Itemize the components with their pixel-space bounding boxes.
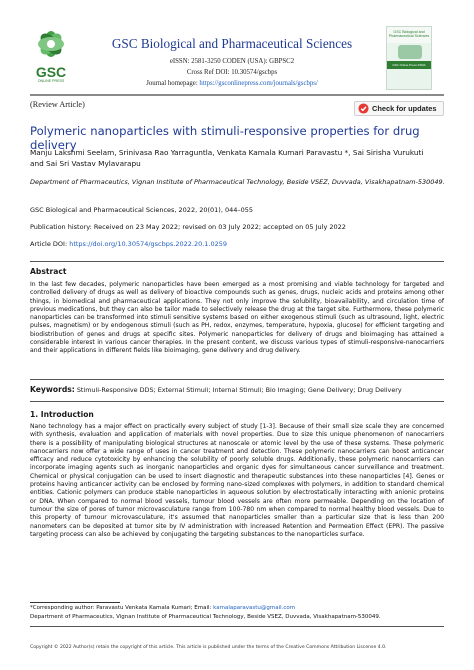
authors-line-2: and Sai Sri Vastav Mylavarapu: [30, 159, 141, 168]
homepage-line: [84, 80, 380, 87]
check-updates-label: Check for updates: [372, 104, 437, 113]
crossref-line: Cross Ref DOI: 10.30574/gscbps: [186, 69, 278, 76]
copyright-divider: [30, 626, 444, 627]
article-title: Polymeric nanoparticles with stimuli-responsive properties for drug delivery: [30, 124, 420, 152]
cover-title: GSC Biological and Pharmaceutical Sciences: [387, 27, 431, 43]
doi-line: [30, 240, 227, 248]
gsc-logo-icon: [30, 26, 72, 62]
abstract-divider-top: [30, 261, 444, 262]
keywords-divider: [30, 401, 444, 402]
header-divider: [30, 94, 444, 96]
issn-line: eISSN: 2581-3250 CODEN (USA): GBPSC2: [169, 58, 295, 65]
check-updates-icon: [358, 103, 369, 114]
publication-history: Publication history: Received on 23 May 2022; revised on 03 July 2022; accepted on 05 July 2022: [30, 223, 346, 231]
journal-title: GSC Biological and Pharmaceutical Sciences: [111, 36, 353, 51]
copyright: Copyright © 2022 Author(s) retain the copyright of this article. This article is published under the terms of the Creative Commons Attribution Liscense 4.0.: [30, 645, 387, 650]
abstract-heading: Abstract: [30, 267, 67, 276]
logo-subtext: ONLINE PRESS: [37, 79, 65, 83]
keywords-text: Stimuli-Responsive DDS; External Stimuli; Internal Stimuli; Bio Imaging; Gene Delivery; Drug Delivery: [74, 386, 402, 394]
article-type: (Review Article): [30, 100, 85, 109]
cover-image: [398, 45, 422, 59]
email-link[interactable]: kamalaparavastu@gmail.com: [213, 605, 296, 611]
corresponding-author: [30, 605, 450, 611]
cover-band: [387, 61, 431, 69]
author-list: [30, 147, 450, 169]
check-updates-button[interactable]: [354, 101, 444, 116]
abstract-text: In the last few decades, polymeric nanoparticles have been emerged as a most promising and viable technology for targeted and controlled delivery of drugs as well as delivery of bioactive compounds such as genes, drugs, nucleic acids and proteins among other things, in biomedical and pharmaceutical applications. They not only improve the solubility, bioavailability, and circulation time of previous medications, but they can also be tailor made to selectively release the drug at the target site. Furthermore, these polymeric nanoparticles can be transformed into stimuli sensitive systems based on either exogenous stimuli (such as ultrasound, light, electric pulses, magnetism) or by endogenous stimuli (such as PH, redox, enzymes, temperature, hypoxia, glucose) for efficient targeting and biodistribution of genes and drugs at specific sites. Polymeric nanoparticles for delivery of drugs and bioimaging has attained a considerable interest in various cancer therapies. In the present content, we discuss various types of stimuli-responsive-nanocarriers and their applications in different fields like bioimaging, gene delivery and drug delivery.: [30, 281, 444, 355]
abstract-divider-bottom: [30, 379, 444, 380]
doi-label: Article DOI:: [30, 240, 70, 248]
corresponding-author-text: *Corresponding author: Paravastu Venkata Kamala Kumari; Email:: [30, 605, 214, 611]
gsc-logo: [30, 26, 72, 83]
authors-line-1: Manju Lakshmi Seelam, Srinivasa Rao Yarraguntla, Venkata Kamala Kumari Paravastu *, Sai Sirisha Vurukuti: [30, 148, 424, 157]
keywords: [30, 385, 444, 394]
homepage-label: Journal homepage:: [146, 80, 200, 87]
doi-link[interactable]: https://doi.org/10.30574/gscbps.2022.20.1.0259: [69, 240, 228, 248]
journal-cover-thumbnail: [386, 26, 432, 90]
introduction-text: Nano technology has a major effect on practically every subject of study [1-3]. Because of their small size scale they are concerned with synthesis, evaluation and application of materials with novel properties. Due to size this unique phenomenon of nanocarriers there is a possibility of manipulating biological structures at nanoscale or atomic level by the use of these systems. These polymeric nanocarriers now offer a wide range of uses in cancer treatment and detection. These polymeric nanocarriers can boost anticancer efficacy and reduce cytotoxicity by enhancing the solubility of poorly soluble drugs. Additionally, these polymeric nanocarriers can incorporate imaging agents such as inorganic nanoparticles and organic dyes for simultaneous cancer surveillance and treatment. Chemical or physical conjugation can be used to insert diagnostic and therapeutic substances into these nanoparticles [4]. Genes or proteins having anticancer activity can be enclosed by forming nano-sized complexes with polymers, in addition to standard chemical entities. Cationic polymers can produce stable nanoparticles in aqueous solution by electrostatically interacting with anionic proteins or DNA. When compared to normal blood vessels, tumour blood vessels are often more permeable. Depending on the location of tumour the size of pores of tumor microvasculature range from 100-780 nm when compared to normal healthy blood vessels. Due to this property of tumour microvasculature, it's assumed that nanoparticles smaller than a particular size that is less than 200 nanometers can be deposited at tumor site by IV administration with increased Retention and Permeation Effect (EPR). The passive targeting process can also be achieved by conjugating the targeting substances to the nanoparticles surface.: [30, 423, 444, 538]
citation: GSC Biological and Pharmaceutical Sciences, 2022, 20(01), 044–055: [30, 206, 254, 214]
homepage-link[interactable]: https://gsconlinepress.com/journals/gscbps/: [199, 80, 318, 87]
cover-badge: GSC Online Press INDIA: [392, 63, 426, 67]
keywords-heading: Keywords:: [30, 385, 75, 394]
logo-text: GSC: [35, 64, 67, 80]
introduction-heading: 1. Introduction: [30, 410, 94, 419]
affiliation: Department of Pharmaceutics, Vignan Institute of Pharmaceutical Technology, Beside VSEZ, Duvvada, Visakhapatnam-530049.: [30, 178, 445, 186]
footnote-divider: [30, 602, 120, 603]
author-department: Department of Pharmaceutics, Vignan Institute of Pharmaceutical Technology, Beside VSEZ, Duvvada, Visakhapatnam-530049.: [30, 614, 381, 620]
